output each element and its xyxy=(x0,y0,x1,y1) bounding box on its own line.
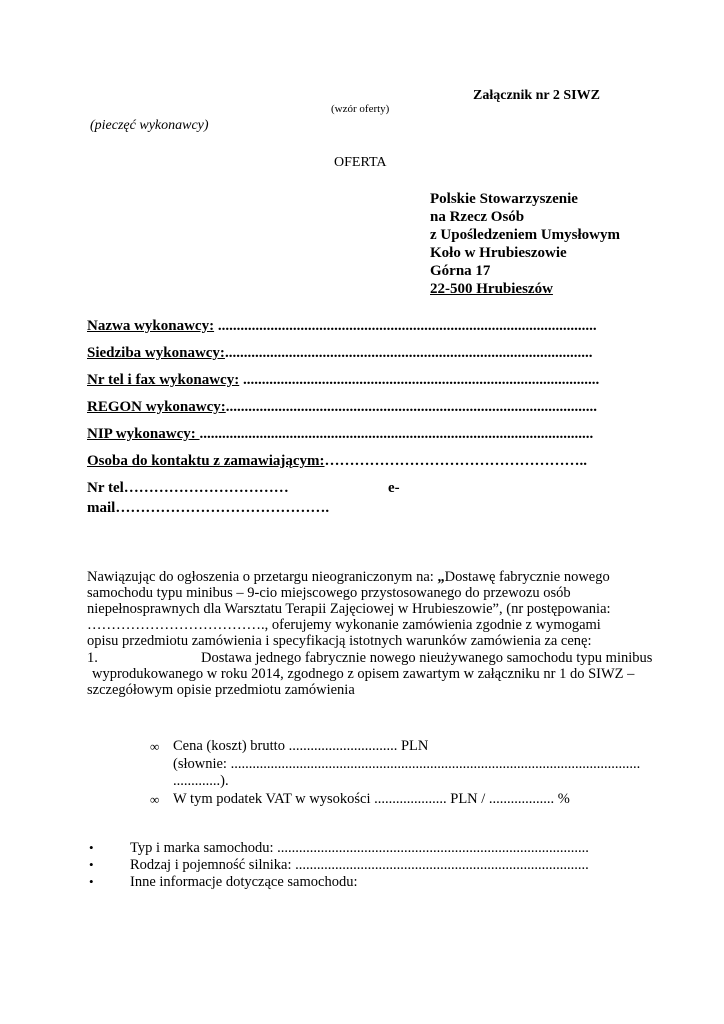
field-dots: ..................................................................................................... xyxy=(214,318,597,334)
field-dots: ................................................................................................... xyxy=(225,399,598,415)
contractor-regon-field[interactable] xyxy=(87,399,597,416)
bullet-icon: • xyxy=(89,857,94,872)
infinity-bullet-icon: ∞ xyxy=(150,739,160,754)
item-number: 1. xyxy=(87,650,98,666)
recipient-line: Górna 17 xyxy=(430,263,491,279)
field-label: Osoba do kontaktu z zamawiającym: xyxy=(87,453,325,469)
gross-price-field[interactable]: Cena (koszt) brutto .............................. PLN xyxy=(173,738,429,754)
page-title: OFERTA xyxy=(334,155,387,170)
attachment-label: Załącznik nr 2 SIWZ xyxy=(473,88,600,103)
body-line: opisu przedmiotu zamówienia i specyfikacją istotnych warunków zamówienia za cenę: xyxy=(87,633,592,649)
body-line: samochodu typu minibus – 9-cio miejscowego przystosowanego do przewozu osób xyxy=(87,585,571,601)
recipient-line: z Upośledzeniem Umysłowym xyxy=(430,227,620,243)
recipient-line: 22-500 Hrubieszów xyxy=(430,281,553,297)
bullet-icon: • xyxy=(89,874,94,889)
contractor-name-field[interactable] xyxy=(87,318,597,335)
email-field-start[interactable]: e- xyxy=(388,480,400,496)
recipient-line: Polskie Stowarzyszenie xyxy=(430,191,578,207)
recipient-address xyxy=(430,190,620,298)
body-line: ………………………………., oferujemy wykonanie zamówienia zgodnie z wymogami xyxy=(87,617,601,633)
email-field[interactable]: mail……………………………………. xyxy=(87,500,330,516)
body-line: Nawiązując do ogłoszenia o przetargu nieograniczonym na: „Dostawę fabrycznie nowego xyxy=(87,569,610,585)
engine-field[interactable]: Rodzaj i pojemność silnika: ................................................................................. xyxy=(130,857,589,873)
contractor-phone-field[interactable] xyxy=(87,372,599,389)
car-type-field[interactable]: Typ i marka samochodu: ...................................................................................... xyxy=(130,840,589,856)
stamp-label: (pieczęć wykonawcy) xyxy=(90,118,209,133)
contractor-seat-field[interactable] xyxy=(87,345,592,362)
body-line: niepełnosprawnych dla Warsztatu Terapii Zajęciowej w Hrubieszowie”, (nr postępowania: xyxy=(87,601,611,617)
field-label: Siedziba wykonawcy: xyxy=(87,345,225,361)
template-note: (wzór oferty) xyxy=(331,103,390,115)
body-line: Dostawa jednego fabrycznie nowego nieużywanego samochodu typu minibus xyxy=(201,650,653,666)
field-label: Nazwa wykonawcy: xyxy=(87,318,215,334)
recipient-line: na Rzecz Osób xyxy=(430,209,525,225)
field-dots: .................................................................................................. xyxy=(224,345,593,361)
vat-field[interactable]: W tym podatek VAT w wysokości .................... PLN / .................. % xyxy=(173,791,570,807)
other-info-label: Inne informacje dotyczące samochodu: xyxy=(130,874,358,890)
body-line: szczegółowym opisie przedmiotu zamówienia xyxy=(87,682,355,698)
infinity-bullet-icon: ∞ xyxy=(150,792,160,807)
tel-field[interactable]: Nr tel…………………………… xyxy=(87,480,289,496)
contractor-nip-field[interactable] xyxy=(87,426,593,443)
field-dots: ......................................................................................................... xyxy=(199,426,594,442)
field-label: REGON wykonawcy: xyxy=(87,399,226,415)
price-in-words-end: .............). xyxy=(173,773,229,789)
field-dots: …………………………………………….. xyxy=(324,453,588,469)
bullet-icon: • xyxy=(89,840,94,855)
recipient-line: Koło w Hrubieszowie xyxy=(430,245,567,261)
field-label: Nr tel i fax wykonawcy: xyxy=(87,372,240,388)
contact-person-field[interactable] xyxy=(87,453,587,470)
price-in-words-field[interactable]: (słownie: ................................................................................................................. xyxy=(173,756,641,772)
field-label: NIP wykonawcy: xyxy=(87,426,200,442)
field-dots: ............................................................................................... xyxy=(239,372,600,388)
body-line: wyprodukowanego w roku 2014, zgodnego z opisem zawartym w załączniku nr 1 do SIWZ – xyxy=(92,666,635,682)
